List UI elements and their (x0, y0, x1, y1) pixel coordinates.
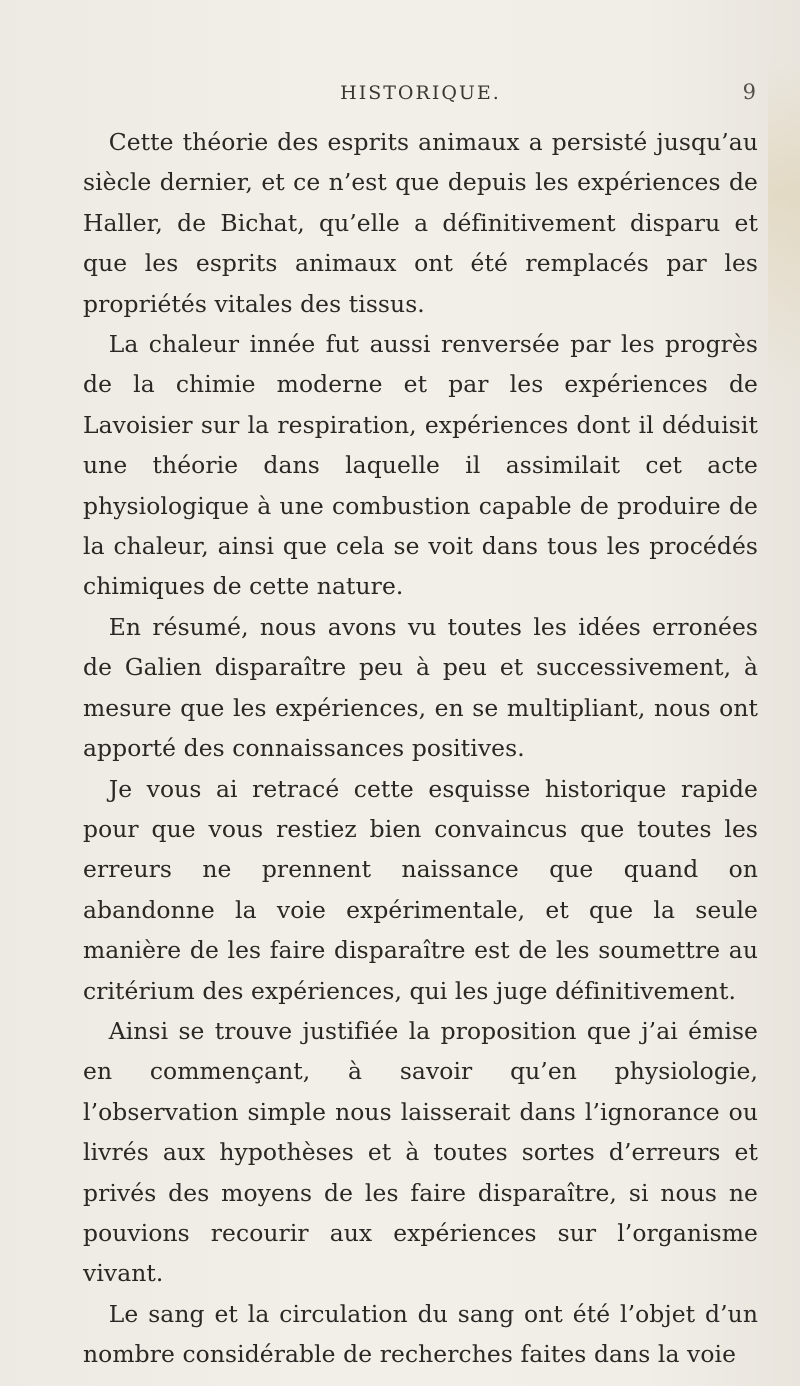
paragraph: Le sang et la circulation du sang ont été l’objet d’un nombre considérable de recherches faites dans la voie (83, 1299, 758, 1369)
paragraph: La chaleur innée fut aussi renversée par les progrès de la chimie moderne et par les expériences de Lavoisier sur la respiration, expériences dont il déduisit une théorie dans laquelle il assimilait cet acte physiologique à une combustion capable de produire de la chaleur, ainsi que cela se voit dans tous les procédés chimiques de cette nature. (83, 330, 758, 601)
paragraph: Je vous ai retracé cette esquisse historique rapide pour que vous restiez bien convaincus que toutes les erreurs ne prennent naissance que quand on abandonne la voie expérimentale, et que la seule manière de les faire disparaître est de les soumettre au critérium des expériences, qui les juge définitivement. (83, 774, 758, 1005)
paragraph: Ainsi se trouve justifiée la proposition que j’ai émise en commençant, à savoir qu’en physiologie, l’observation simple nous laisserait dans l’ignorance ou livrés aux hypothèses et à toutes sortes d’erreurs et privés des moyens de les faire disparaître, si nous ne pouvions recourir aux expériences sur l’organisme vivant. (83, 1016, 758, 1288)
paragraph: En résumé, nous avons vu toutes les idées erronées de Galien disparaître peu à peu et successivement, à mesure que les expériences, en se multipliant, nous ont apporté des connaissances positives. (83, 612, 758, 763)
page-number: 9 (742, 80, 756, 104)
body-text (83, 122, 758, 1375)
running-head (83, 82, 758, 110)
paper-stain (768, 60, 800, 390)
paragraph: Cette théorie des esprits animaux a persisté jusqu’au siècle dernier, et ce n’est que depuis les expériences de Haller, de Bichat, qu’elle a définitivement disparu et que les esprits animaux ont été remplacés par les propriétés vitales des tissus. (83, 128, 758, 318)
running-title: HISTORIQUE. (340, 82, 501, 104)
